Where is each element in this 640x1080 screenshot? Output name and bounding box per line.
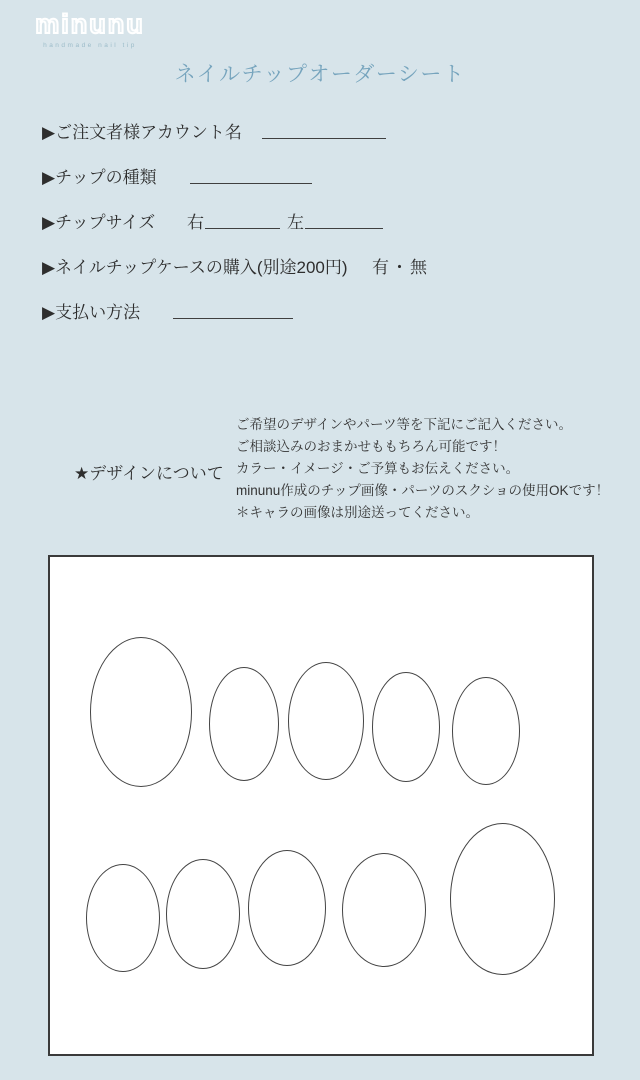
field-label-right: 右	[187, 213, 204, 232]
field-label-left: 左	[287, 213, 304, 232]
form-row-tip-size	[0, 208, 640, 234]
design-note-line: カラー・イメージ・ご予算もお伝えください。	[236, 461, 520, 476]
field-label-tip-type: ▶チップの種類	[42, 168, 157, 187]
nail-ellipse-row2-pinky	[86, 864, 160, 972]
blank-line-left-size	[305, 228, 383, 229]
blank-line-tip-type	[190, 183, 312, 184]
nail-ellipse-row2-thumb	[450, 823, 555, 975]
blank-line-payment	[173, 318, 293, 319]
design-note-line: ご相談込みのおまかせももちろん可能です！	[236, 439, 506, 454]
nail-ellipse-row1-thumb	[90, 637, 192, 787]
form-row-account-name	[0, 118, 640, 144]
field-label-account-name: ▶ご注文者様アカウント名	[42, 123, 242, 142]
nail-ellipse-row2-middle	[248, 850, 326, 966]
design-section-notes	[236, 414, 609, 524]
page-title: ネイルチップオーダーシート	[174, 63, 466, 86]
brand-logo-text: minunu	[35, 9, 145, 39]
nail-ellipse-row2-ring	[166, 859, 240, 969]
design-note-line: minunu作成のチップ画像・パーツのスクショの使用OKです！	[236, 483, 610, 498]
nail-template-box	[48, 555, 594, 1056]
blank-line-right-size	[205, 228, 280, 229]
form-row-tip-case	[0, 253, 640, 279]
field-label-tip-size: ▶チップサイズ	[42, 213, 156, 232]
option-yes-no: 有・無	[372, 258, 429, 277]
nail-ellipse-row2-index	[342, 853, 426, 967]
form-row-payment	[0, 298, 640, 324]
nail-ellipse-row1-index	[209, 667, 279, 781]
field-label-payment: ▶支払い方法	[42, 303, 141, 322]
brand-tagline: handmade nail tip	[43, 41, 137, 49]
nail-ellipse-row1-ring	[372, 672, 440, 782]
design-note-line: ＊キャラの画像は別途送ってください。	[236, 505, 479, 520]
nail-ellipse-row1-middle	[288, 662, 364, 780]
brand-logo	[30, 10, 150, 49]
nail-ellipse-row1-pinky	[452, 677, 520, 785]
design-note-line: ご希望のデザインやパーツ等を下記にご記入ください。	[236, 417, 573, 432]
field-label-tip-case: ▶ネイルチップケースの購入(別途200円)	[42, 258, 348, 277]
blank-line-account-name	[262, 138, 386, 139]
design-section-heading: ★デザインについて	[74, 464, 224, 483]
form-row-tip-type	[0, 163, 640, 189]
